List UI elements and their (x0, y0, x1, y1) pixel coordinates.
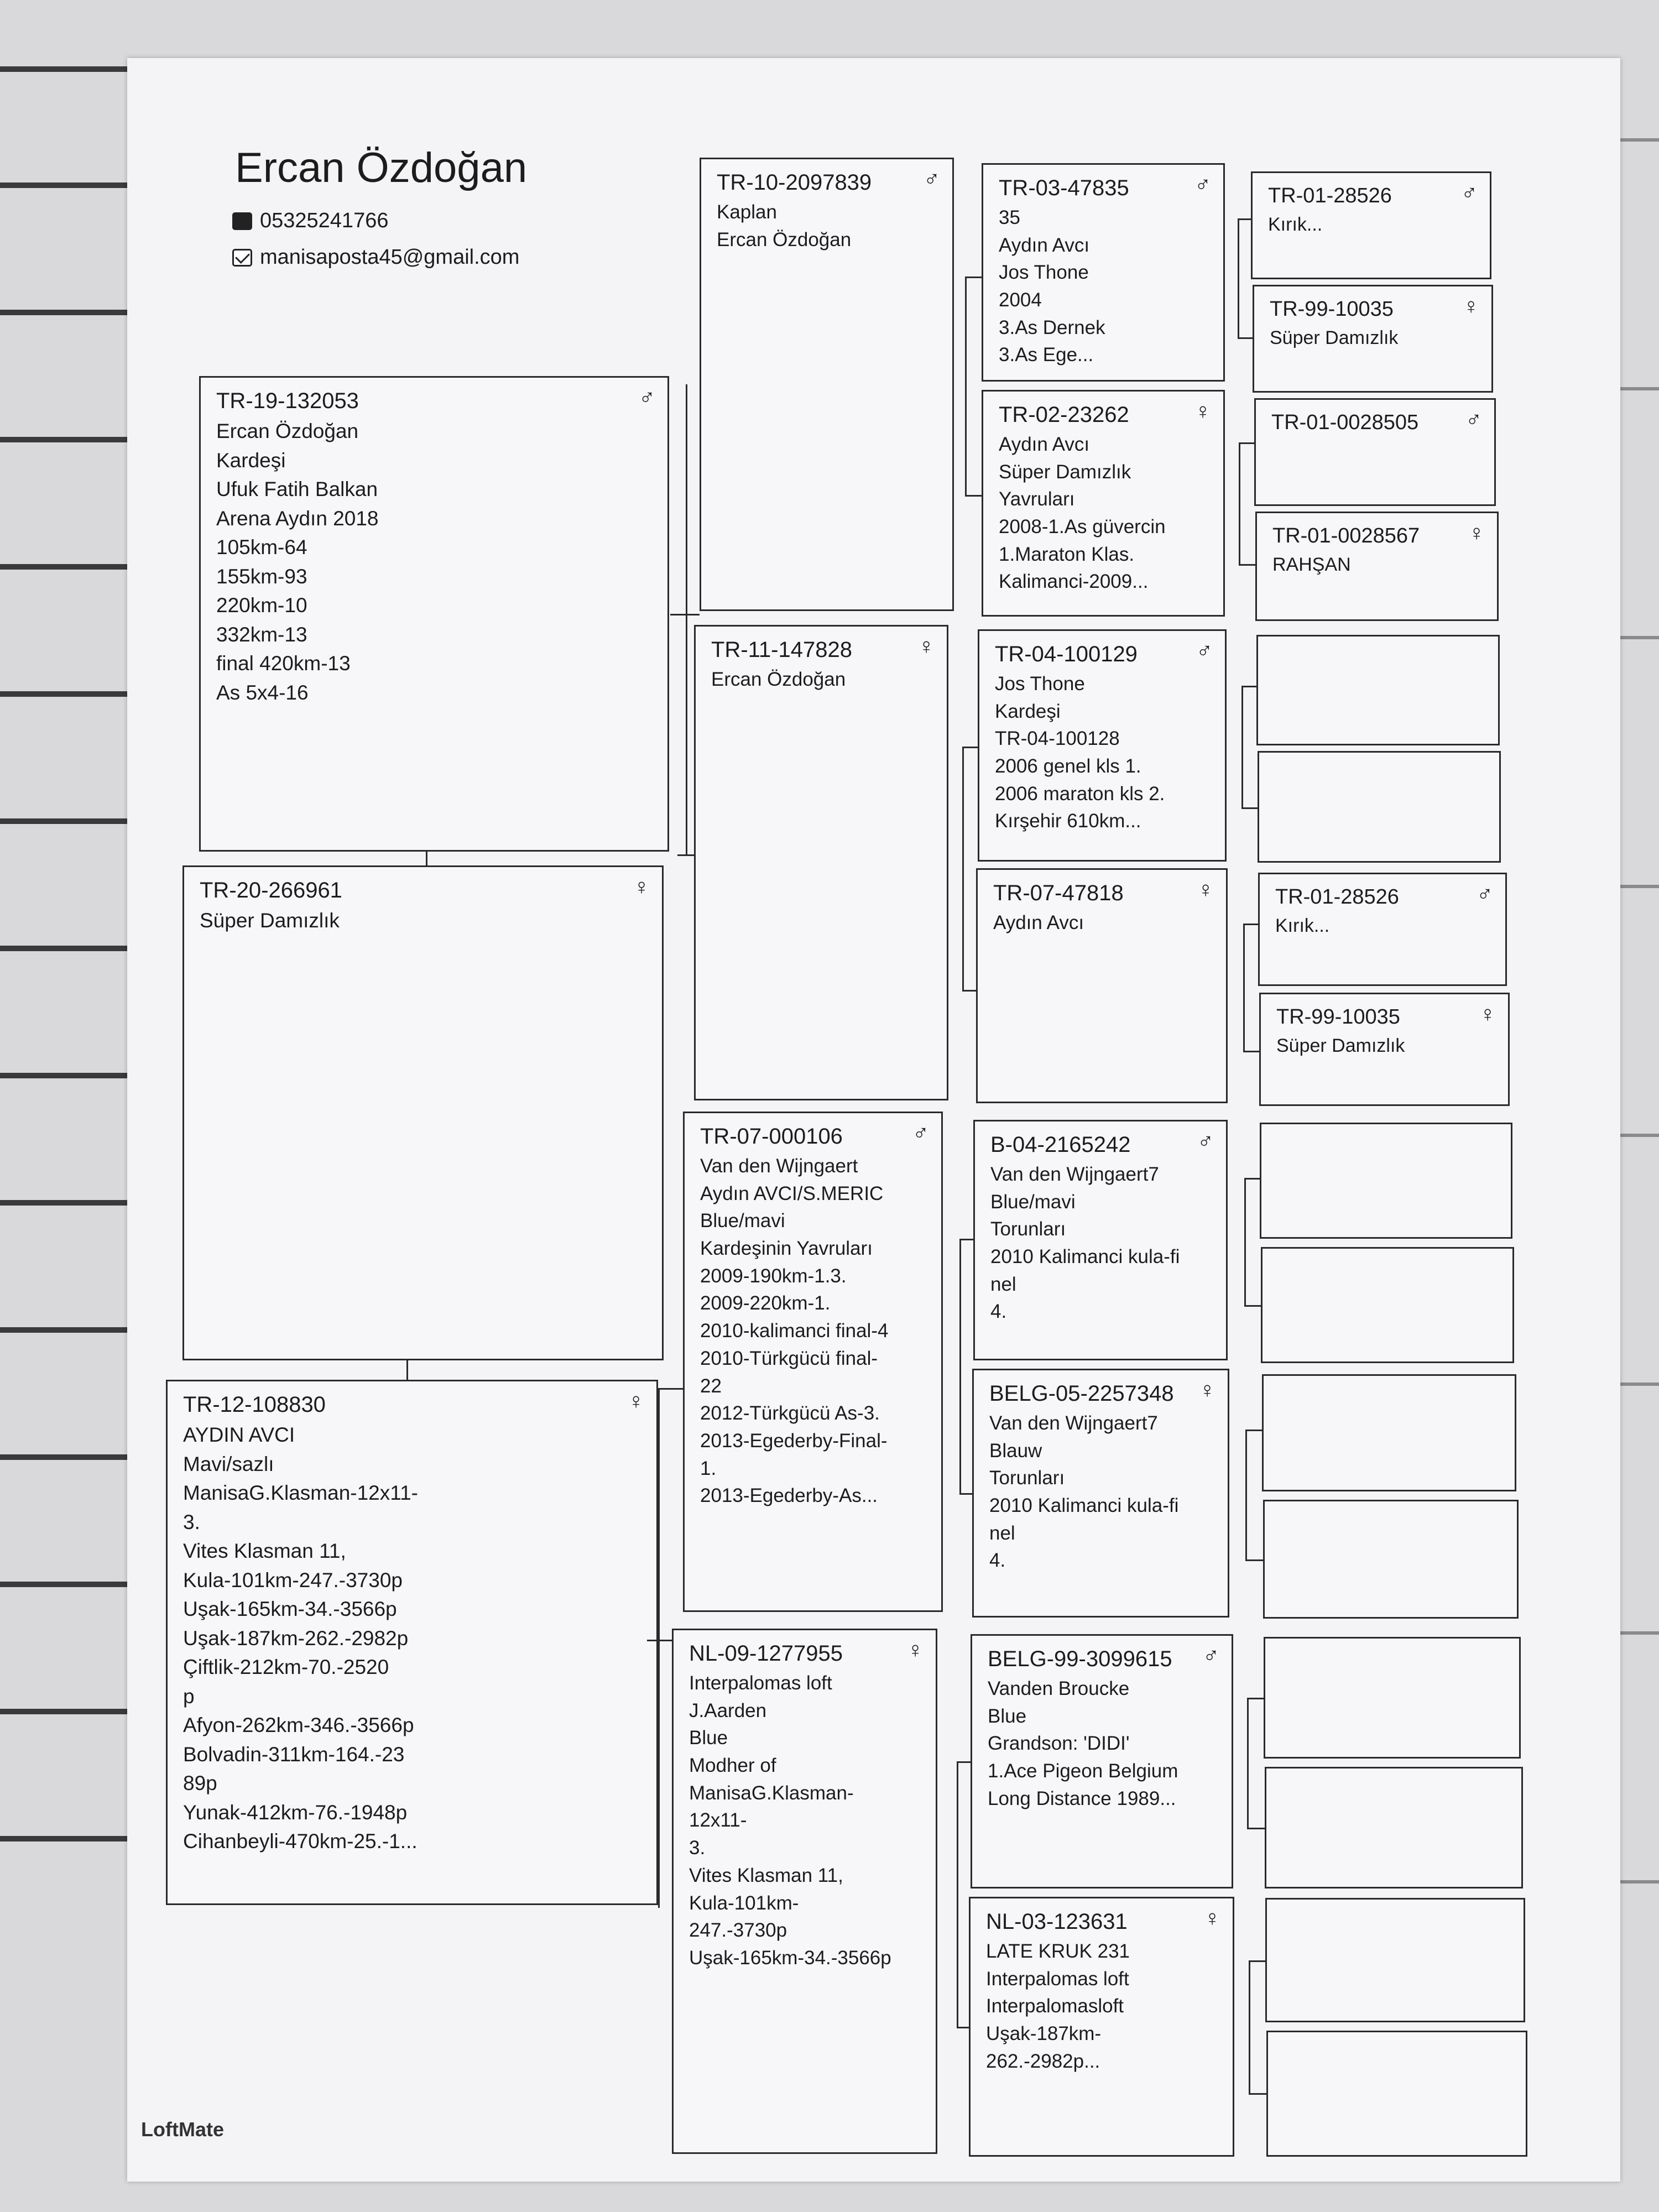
connector-line (1249, 1960, 1250, 2093)
sex-symbol: ♀ (1463, 294, 1479, 319)
connector-line (1247, 1698, 1264, 1699)
sex-symbol: ♀ (633, 875, 650, 899)
sex-symbol: ♂ (1461, 181, 1478, 205)
background-stripe (0, 1200, 127, 1206)
sex-symbol: ♀ (1479, 1002, 1496, 1026)
sex-symbol: ♂ (1196, 639, 1213, 663)
mate-pigeon-card (166, 1380, 658, 1905)
subject-pigeon-card (199, 376, 669, 852)
phone-row (232, 209, 388, 233)
sex-symbol: ♂ (912, 1121, 929, 1145)
email-address: manisaposta45@gmail.com (260, 246, 520, 269)
connector-line (1243, 924, 1258, 925)
ring-number: TR-01-28526 (1268, 184, 1392, 207)
ring-number: TR-20-266961 (200, 878, 342, 902)
pigeon-details: AYDIN AVCI Mavi/sazlı ManisaG.Klasman-12x11- 3. Vites Klasman 11, Kula-101km-247.-3730p Uşak-165km-34.-3566p Uşak-187km-262.-2982p Çiftlik-212km-70.-2520 p Afyon-262km-346.-3566p Bolvadin-311km-164.-23 89p Yunak-412km-76.-1948p Cihanbeyli-470km-25.-1... (183, 1423, 418, 1853)
pigeon-details: LATE KRUK 231 Interpalomas loft Interpalomasloft Uşak-187km- 262.-2982p... (986, 1940, 1130, 2072)
connector-line (1239, 442, 1240, 564)
connector-line (1244, 1178, 1260, 1180)
connector-line (1241, 807, 1258, 809)
mate-sire-card (683, 1112, 943, 1612)
ring-number: NL-03-123631 (986, 1910, 1128, 1934)
great-grandparent-card (1255, 512, 1499, 621)
connector-line (1238, 218, 1251, 220)
grandparent-card (978, 629, 1227, 862)
sire-card (700, 158, 954, 611)
ring-number: TR-01-0028567 (1272, 524, 1420, 547)
connector-line (965, 276, 982, 278)
connector-line (406, 1360, 408, 1380)
connector-line (1247, 1828, 1265, 1829)
pigeon-details: Ercan Özdoğan (711, 669, 846, 690)
ring-number: TR-02-23262 (999, 403, 1129, 427)
sibling-pigeon-card (182, 865, 664, 1360)
ring-number: TR-07-000106 (700, 1124, 843, 1149)
brand-footer: LoftMate (141, 2118, 224, 2141)
background-stripe (0, 1582, 127, 1587)
connector-line (1243, 1051, 1259, 1052)
great-grandparent-card (1251, 171, 1491, 279)
pigeon-details: Van den Wijngaert Aydın AVCI/S.MERIC Blue/mavi Kardeşinin Yavruları 2009-190km-1.3. 2009-220km-1. 2010-kalimanci final-4 2010-Türkgücü final- 22 2012-Türkgücü As-3. 2013-Egederby-Final- 1. 2013-Egederby-As... (700, 1155, 889, 1507)
connector-line (1243, 924, 1245, 1051)
connector-line (1247, 1698, 1249, 1828)
ring-number: TR-99-10035 (1276, 1005, 1400, 1029)
connector-line (1241, 686, 1256, 687)
great-grandparent-card (1253, 285, 1493, 393)
ring-number: BELG-05-2257348 (989, 1381, 1174, 1406)
connector-line (686, 384, 687, 854)
ring-number: TR-04-100129 (995, 642, 1138, 666)
connector-line (1245, 1430, 1247, 1559)
background-stripe (0, 66, 127, 72)
ring-number: TR-01-28526 (1275, 885, 1399, 909)
sex-symbol: ♀ (1468, 521, 1485, 545)
connector-line (658, 1388, 683, 1390)
great-grandparent-card (1259, 993, 1510, 1106)
connector-line (957, 1761, 958, 2027)
background-stripe (0, 1836, 127, 1841)
connector-line (965, 495, 982, 497)
background-stripe (0, 182, 127, 188)
pigeon-details: Süper Damızlık (200, 909, 340, 932)
connector-line (1238, 218, 1239, 337)
connector-line (959, 1239, 961, 1493)
ring-number: BELG-99-3099615 (988, 1647, 1172, 1671)
ring-number: TR-07-47818 (993, 881, 1124, 905)
grandparent-card (972, 1369, 1229, 1618)
ring-number: TR-19-132053 (216, 389, 359, 413)
connector-line (1244, 1305, 1261, 1307)
connector-line (658, 1640, 672, 1641)
connector-line (962, 747, 978, 748)
connector-line (426, 852, 427, 865)
connector-line (1241, 686, 1243, 807)
background-stripe (1620, 1134, 1659, 1137)
pigeon-details: Süper Damızlık (1270, 327, 1399, 348)
connector-line (1238, 337, 1253, 339)
sex-symbol: ♀ (1197, 878, 1214, 902)
connector-line (959, 1239, 973, 1240)
pigeon-details: Süper Damızlık (1276, 1035, 1405, 1056)
phone-number: 05325241766 (260, 209, 389, 232)
sex-symbol: ♂ (1465, 408, 1482, 432)
ring-number: TR-03-47835 (999, 176, 1129, 200)
great-grandparent-card (1263, 1500, 1519, 1619)
connector-line (1249, 1960, 1265, 1962)
great-grandparent-card (1256, 635, 1500, 745)
pigeon-details: Aydın Avcı Süper Damızlık Yavruları 2008-1.As güvercin 1.Maraton Klas. Kalimanci-2009... (999, 434, 1166, 593)
sex-symbol: ♂ (1477, 882, 1493, 906)
grandparent-card (973, 1120, 1228, 1360)
connector-line (658, 1388, 660, 1908)
pigeon-details: Kırık... (1275, 915, 1330, 936)
breeder-name: Ercan Özdoğan (235, 144, 528, 191)
great-grandparent-card (1264, 1637, 1521, 1759)
background-stripe (1620, 636, 1659, 639)
background-stripe (0, 1709, 127, 1714)
sex-symbol: ♂ (1203, 1644, 1219, 1668)
grandparent-card (982, 390, 1225, 617)
great-grandparent-card (1261, 1247, 1514, 1363)
mate-dam-card (672, 1629, 937, 2154)
connector-line (677, 854, 694, 856)
ring-number: TR-01-0028505 (1271, 411, 1419, 434)
ring-number: NL-09-1277955 (689, 1641, 843, 1666)
sex-symbol: ♀ (907, 1638, 924, 1662)
connector-line (965, 276, 967, 495)
grandparent-card (971, 1634, 1233, 1888)
ring-number: TR-12-108830 (183, 1392, 326, 1417)
pigeon-details: RAHŞAN (1272, 554, 1351, 575)
background-stripe (1620, 885, 1659, 888)
ring-number: TR-11-147828 (711, 638, 852, 662)
ring-number: TR-99-10035 (1270, 298, 1394, 321)
sex-symbol: ♀ (628, 1389, 644, 1413)
background-stripe (0, 691, 127, 697)
background-stripe (1620, 1383, 1659, 1386)
email-row (232, 246, 519, 269)
sex-symbol: ♀ (918, 634, 935, 659)
background-stripe (0, 1073, 127, 1078)
background-stripe (0, 564, 127, 570)
background-stripe (0, 310, 127, 315)
sex-symbol: ♂ (1194, 173, 1211, 197)
connector-line (647, 1640, 659, 1641)
pigeon-details: Kaplan Ercan Özdoğan (717, 201, 852, 251)
great-grandparent-card (1254, 398, 1496, 506)
pigeon-details: Kırık... (1268, 214, 1323, 235)
sex-symbol: ♀ (1194, 399, 1211, 424)
pigeon-details: Ercan Özdoğan Kardeşi Ufuk Fatih Balkan Arena Aydın 2018 105km-64 155km-93 220km-10 332km-13 final 420km-13 As 5x4-16 (216, 420, 379, 704)
connector-line (1249, 2093, 1266, 2095)
pigeon-details: Interpalomas loft J.Aarden Blue Modher of ManisaG.Klasman- 12x11- 3. Vites Klasman 11, Kula-101km- 247.-3730p Uşak-165km-34.-3566p (689, 1672, 891, 1969)
grandparent-card (982, 163, 1225, 382)
grandparent-card (969, 1897, 1234, 2157)
background-stripe (0, 1454, 127, 1460)
background-stripe (1620, 1880, 1659, 1884)
connector-line (959, 1493, 972, 1495)
connector-line (677, 614, 700, 615)
sex-symbol: ♂ (1197, 1129, 1214, 1154)
connector-line (957, 2027, 969, 2028)
connector-line (962, 990, 976, 992)
great-grandparent-card (1260, 1123, 1512, 1239)
background-stripe (0, 437, 127, 442)
connector-line (962, 747, 964, 990)
background-stripe (0, 946, 127, 951)
sex-symbol: ♂ (639, 385, 655, 410)
pigeon-details: Vanden Broucke Blue Grandson: 'DIDI' 1.Ace Pigeon Belgium Long Distance 1989... (988, 1678, 1178, 1809)
pigeon-details: Aydın Avcı (993, 912, 1084, 933)
sex-symbol: ♂ (924, 167, 940, 191)
grandparent-card (976, 868, 1228, 1103)
great-grandparent-card (1258, 751, 1501, 863)
pigeon-details: Jos Thone Kardeşi TR-04-100128 2006 genel kls 1. 2006 maraton kls 2. Kırşehir 610km... (995, 673, 1165, 832)
connector-line (1244, 1178, 1246, 1305)
background-stripe (1620, 138, 1659, 142)
dam-card (694, 625, 948, 1100)
background-stripe (0, 1327, 127, 1333)
ring-number: TR-10-2097839 (717, 170, 872, 195)
background-stripe (0, 818, 127, 824)
connector-line (1245, 1430, 1262, 1431)
background-stripe (1620, 1631, 1659, 1635)
great-grandparent-card (1262, 1374, 1516, 1491)
sex-symbol: ♀ (1199, 1378, 1215, 1402)
pigeon-details: Van den Wijngaert7 Blue/mavi Torunları 2010 Kalimanci kula-fi nel 4. (990, 1164, 1180, 1323)
connector-line (957, 1761, 971, 1763)
background-stripe (1620, 387, 1659, 390)
phone-icon (232, 212, 252, 230)
great-grandparent-card (1258, 873, 1507, 986)
ring-number: B-04-2165242 (990, 1133, 1131, 1157)
connector-line (1245, 1559, 1263, 1561)
pigeon-details: Van den Wijngaert7 Blauw Torunları 2010 Kalimanci kula-fi nel 4. (989, 1412, 1179, 1572)
pigeon-details: 35 Aydın Avcı Jos Thone 2004 3.As Dernek 3.As Ege... (999, 207, 1105, 366)
connector-line (670, 614, 679, 615)
connector-line (1239, 442, 1254, 444)
mail-icon (232, 249, 252, 267)
great-grandparent-card (1266, 2031, 1527, 2157)
sex-symbol: ♀ (1204, 1906, 1220, 1931)
great-grandparent-card (1265, 1898, 1525, 2022)
great-grandparent-card (1265, 1767, 1523, 1888)
connector-line (1239, 564, 1255, 566)
